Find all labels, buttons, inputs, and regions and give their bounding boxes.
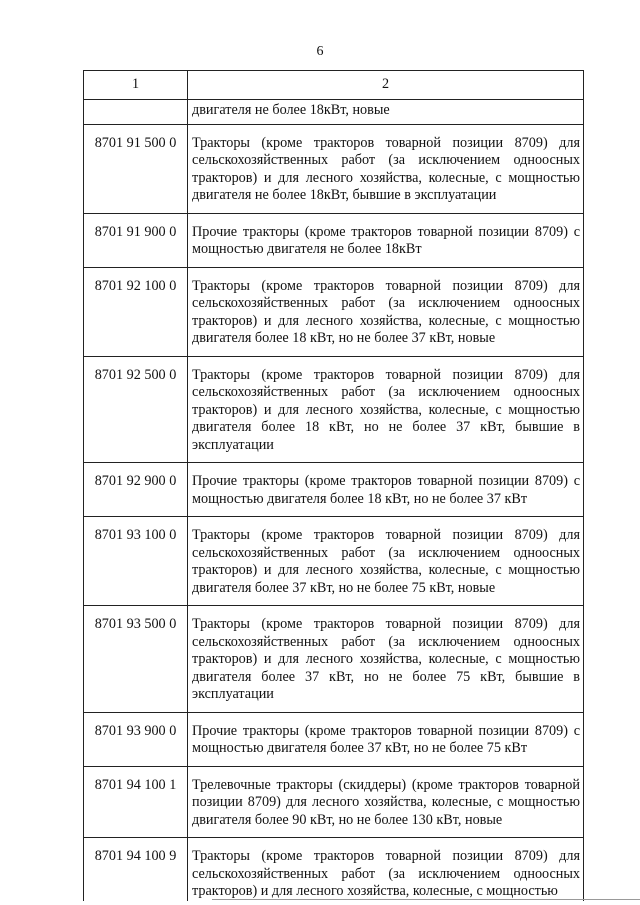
page-number: 6 [316, 44, 324, 59]
row-description: двигателя не более 18кВт, новые [188, 100, 584, 125]
row-code: 8701 92 500 0 [84, 356, 188, 463]
table-row [84, 124, 584, 213]
table-row [84, 213, 584, 267]
table-row [84, 838, 584, 901]
row-code [84, 100, 188, 125]
column-header-code: 1 [84, 71, 188, 100]
row-code: 8701 91 500 0 [84, 124, 188, 213]
row-code: 8701 92 100 0 [84, 267, 188, 356]
row-code: 8701 91 900 0 [84, 213, 188, 267]
row-description: Тракторы (кроме тракторов товарной позиции 8709) для сельскохозяйственных работ (за исключением одноосных тракторов) и для лесного хозяйства, колесные, с мощностью [188, 838, 584, 901]
table-row [84, 267, 584, 356]
row-description: Тракторы (кроме тракторов товарной позиции 8709) для сельскохозяйственных работ (за исключением одноосных тракторов) и для лесного хозяйства, колесные, с мощностью двигателя более 18 кВт, но не более 37 кВт, бывшие в эксплуатации [188, 356, 584, 463]
row-code: 8701 93 100 0 [84, 517, 188, 606]
row-description: Прочие тракторы (кроме тракторов товарной позиции 8709) с мощностью двигателя более 37 кВт, но не более 75 кВт [188, 712, 584, 766]
row-code: 8701 92 900 0 [84, 463, 188, 517]
row-description: Тракторы (кроме тракторов товарной позиции 8709) для сельскохозяйственных работ (за исключением одноосных тракторов) и для лесного хозяйства, колесные, с мощностью двигателя более 37 кВт, но не более 75 кВт, бывшие в эксплуатации [188, 606, 584, 713]
table-row [84, 606, 584, 713]
row-code: 8701 93 500 0 [84, 606, 188, 713]
table-row [84, 356, 584, 463]
row-description: Тракторы (кроме тракторов товарной позиции 8709) для сельскохозяйственных работ (за исключением одноосных тракторов) и для лесного хозяйства, колесные, с мощностью двигателя более 18 кВт, но не более 37 кВт, новые [188, 267, 584, 356]
row-description: Прочие тракторы (кроме тракторов товарной позиции 8709) с мощностью двигателя не более 18кВт [188, 213, 584, 267]
row-code: 8701 94 100 1 [84, 766, 188, 838]
tariff-code-table [83, 70, 584, 901]
row-code: 8701 93 900 0 [84, 712, 188, 766]
row-description: Тракторы (кроме тракторов товарной позиции 8709) для сельскохозяйственных работ (за исключением одноосных тракторов) и для лесного хозяйства, колесные, с мощностью двигателя более 37 кВт, но не более 75 кВт, новые [188, 517, 584, 606]
row-description: Трелевочные тракторы (скиддеры) (кроме тракторов товарной позиции 8709) для лесного хозяйства, колесные, с мощностью двигателя более 90 кВт, но не более 130 кВт, новые [188, 766, 584, 838]
table-row [84, 517, 584, 606]
table-row [84, 766, 584, 838]
table-row [84, 463, 584, 517]
row-code: 8701 94 100 9 [84, 838, 188, 901]
column-header-description: 2 [188, 71, 584, 100]
table-header-row [84, 71, 584, 100]
row-description: Тракторы (кроме тракторов товарной позиции 8709) для сельскохозяйственных работ (за исключением одноосных тракторов) и для лесного хозяйства, колесные, с мощностью двигателя не более 18кВт, бывшие в эксплуатации [188, 124, 584, 213]
row-description: Прочие тракторы (кроме тракторов товарной позиции 8709) с мощностью двигателя более 18 кВт, но не более 37 кВт [188, 463, 584, 517]
table-row [84, 100, 584, 125]
scan-edge-line [212, 899, 640, 900]
table-row [84, 712, 584, 766]
